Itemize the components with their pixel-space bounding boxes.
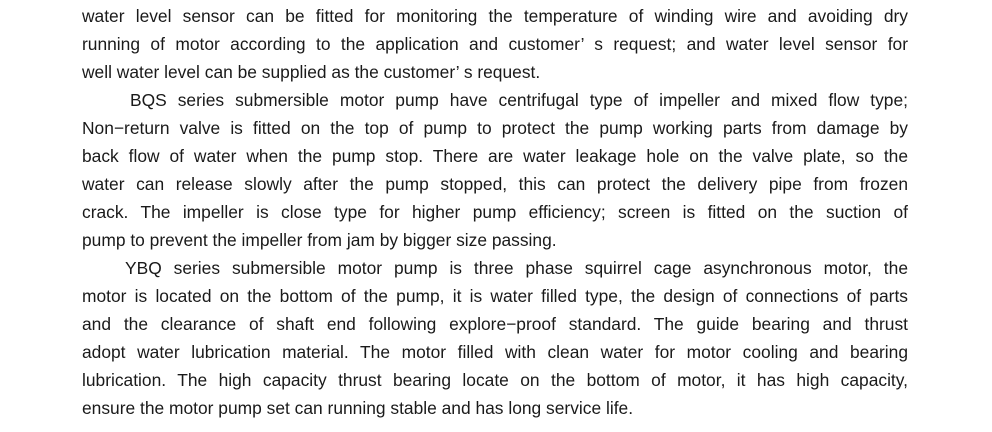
text-line: lubrication. The high capacity thrust bearing locate on the bottom of motor, it has high capacity, [82, 370, 908, 390]
text-line: BQS series submersible motor pump have centrifugal type of impeller and mixed flow type; [130, 90, 908, 110]
text-line: crack. The impeller is close type for higher pump efficiency; screen is fitted on the suction of [82, 202, 908, 222]
text-line: pump to prevent the impeller from jam by bigger size passing. [82, 230, 557, 250]
document-body [82, 2, 908, 422]
text-line: well water level can be supplied as the customer’ s request. [82, 62, 541, 82]
text-line: ensure the motor pump set can running stable and has long service life. [82, 398, 634, 418]
text-line: motor is located on the bottom of the pump, it is water filled type, the design of connections of parts [82, 286, 908, 306]
text-line: and the clearance of shaft end following explore−proof standard. The guide bearing and thrust [82, 314, 908, 334]
text-line: YBQ series submersible motor pump is three phase squirrel cage asynchronous motor, the [125, 258, 908, 278]
paragraph-bqs-pump [82, 86, 908, 254]
paragraph-ybq-motor [82, 254, 908, 422]
text-line: running of motor according to the application and customer’ s request; and water level sensor for [82, 34, 908, 54]
text-line: water level sensor can be fitted for monitoring the temperature of winding wire and avoiding dry [82, 6, 908, 26]
paragraph-sensor [82, 2, 908, 86]
text-line: water can release slowly after the pump stopped, this can protect the delivery pipe from frozen [82, 174, 908, 194]
text-line: adopt water lubrication material. The motor filled with clean water for motor cooling and bearing [82, 342, 908, 362]
text-line: back flow of water when the pump stop. There are water leakage hole on the valve plate, so the [82, 146, 908, 166]
text-line: Non−return valve is fitted on the top of pump to protect the pump working parts from damage by [82, 118, 908, 138]
